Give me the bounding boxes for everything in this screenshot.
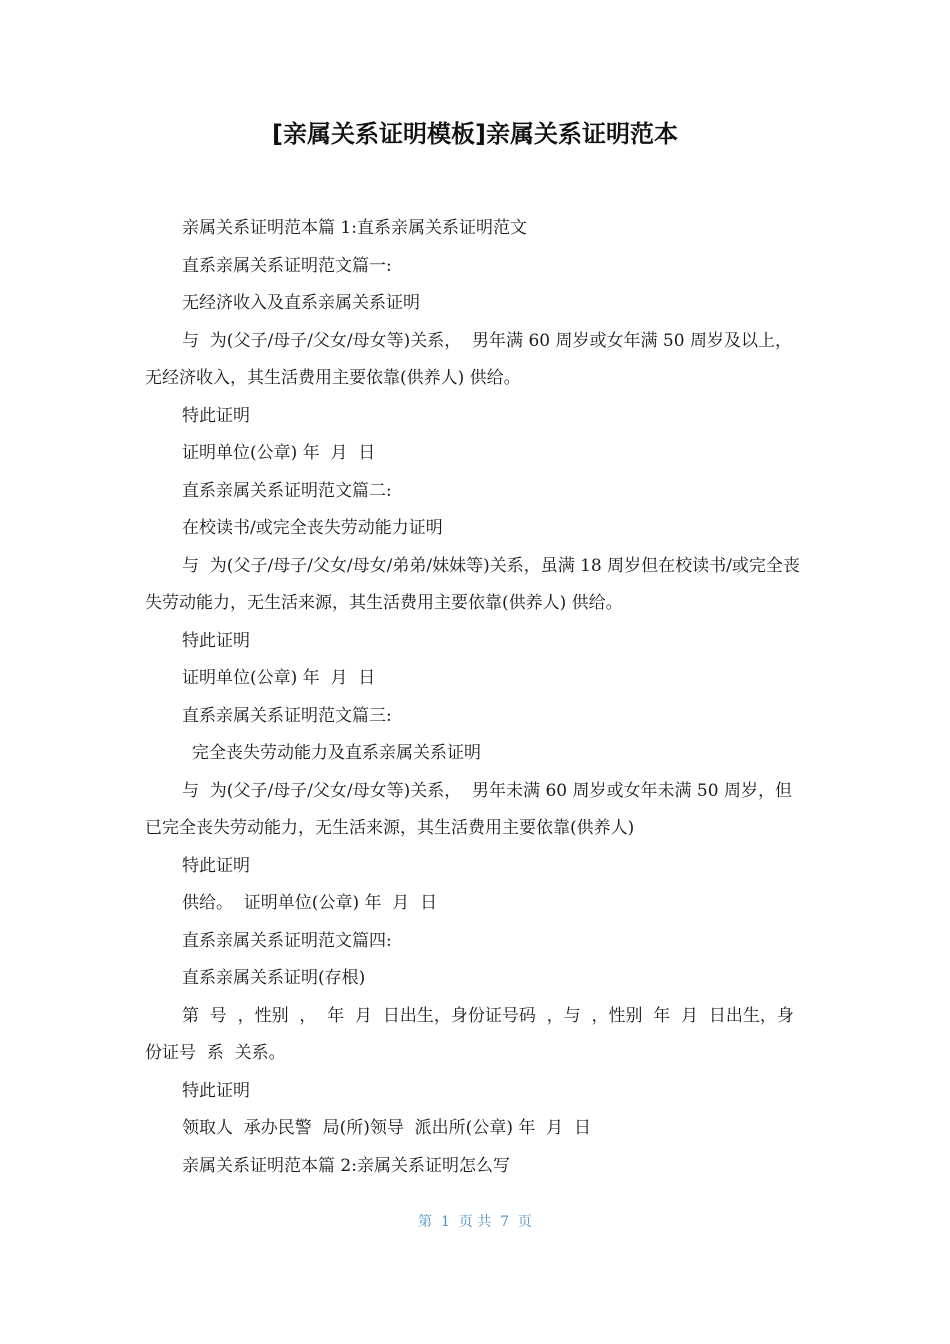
paragraph-subheading-2: 直系亲属关系证明范文篇二:	[182, 480, 392, 501]
paragraph-hereby-certify-4: 特此证明	[182, 1080, 250, 1101]
paragraph-signature-3: 供给。 证明单位(公章) 年 月 日	[182, 893, 438, 913]
paragraph-section-heading-1: 亲属关系证明范本篇 1:直系亲属关系证明范文	[182, 218, 527, 238]
paragraph-certificate-title-1: 无经济收入及直系亲属关系证明	[182, 293, 420, 313]
paragraph-certificate-title-3: 完全丧失劳动能力及直系亲属关系证明	[192, 743, 481, 763]
paragraph-body-3: 与 为(父子/母子/父女/母女等)关系， 男年未满 60 周岁或女年未满 50 周岁，但已完全丧失劳动能力，无生活来源，其生活费用主要依靠(供养人)	[145, 780, 792, 838]
paragraph-hereby-certify-1: 特此证明	[182, 405, 250, 426]
paragraph-hereby-certify-3: 特此证明	[182, 855, 250, 876]
paragraph-signature-1: 证明单位(公章) 年 月 日	[182, 443, 376, 463]
document-body	[145, 210, 807, 1185]
paragraph-certificate-title-4: 直系亲属关系证明(存根)	[182, 968, 366, 988]
paragraph-certificate-title-2: 在校读书/或完全丧失劳动能力证明	[182, 518, 443, 538]
paragraph-body-1: 与 为(父子/母子/父女/母女等)关系， 男年满 60 周岁或女年满 50 周岁及以上，无经济收入，其生活费用主要依靠(供养人) 供给。	[145, 330, 792, 388]
paragraph-body-4: 第 号 ，性别 ， 年 月 日出生，身份证号码 ，与 ，性别 年 月 日出生，身份证号 系 关系。	[145, 1005, 794, 1063]
paragraph-hereby-certify-2: 特此证明	[182, 630, 250, 651]
paragraph-subheading-4: 直系亲属关系证明范文篇四:	[182, 930, 392, 951]
paragraph-signature-2: 证明单位(公章) 年 月 日	[182, 668, 376, 688]
paragraph-signature-4: 领取人 承办民警 局(所)领导 派出所(公章) 年 月 日	[182, 1118, 591, 1138]
document-title: [亲属关系证明模板]亲属关系证明范本	[272, 120, 678, 148]
paragraph-body-2: 与 为(父子/母子/父女/母女/弟弟/妹妹等)关系，虽满 18 周岁但在校读书/或完全丧失劳动能力，无生活来源，其生活费用主要依靠(供养人) 供给。	[145, 555, 800, 613]
paragraph-section-heading-2: 亲属关系证明范本篇 2:亲属关系证明怎么写	[182, 1155, 510, 1176]
page-number-footer: 第 1 页 共 7 页	[418, 1214, 532, 1230]
paragraph-subheading-1: 直系亲属关系证明范文篇一:	[182, 255, 392, 276]
paragraph-subheading-3: 直系亲属关系证明范文篇三:	[182, 705, 392, 726]
